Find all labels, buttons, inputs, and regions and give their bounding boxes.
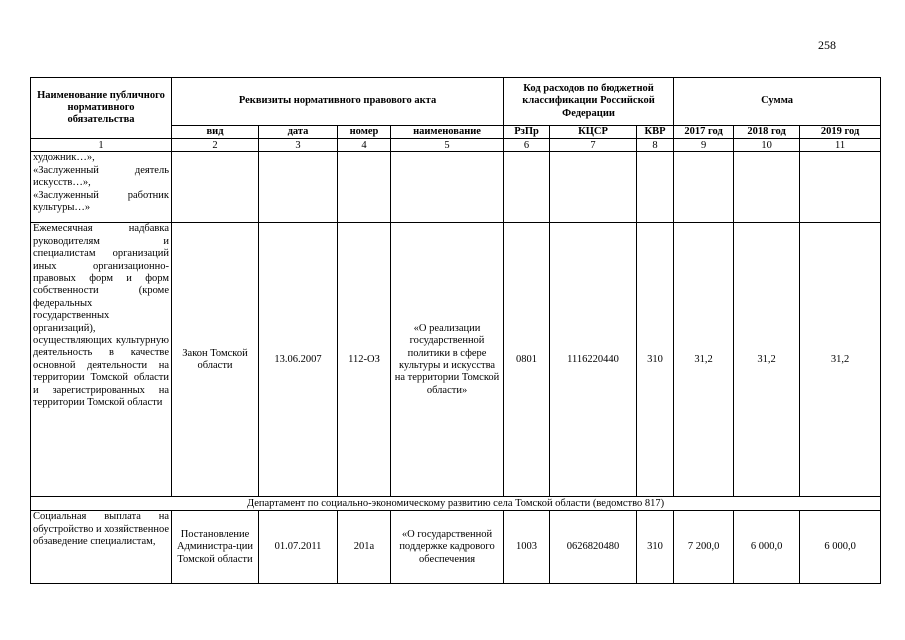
- table-cell: [172, 152, 259, 223]
- subheader-cell: 2018 год: [734, 126, 800, 139]
- code-kvr: 310: [637, 511, 674, 584]
- sum-2017: 7 200,0: [674, 511, 734, 584]
- column-number: 11: [800, 139, 881, 152]
- table-cell: [391, 152, 504, 223]
- table-cell: [800, 152, 881, 223]
- subheader-cell: номер: [338, 126, 391, 139]
- column-number: 7: [550, 139, 637, 152]
- header-sum: Сумма: [674, 78, 881, 126]
- subheader-cell: 2017 год: [674, 126, 734, 139]
- table-cell: [504, 152, 550, 223]
- table-cell: [259, 152, 338, 223]
- table-row: [31, 223, 881, 497]
- column-number: 1: [31, 139, 172, 152]
- column-number-row: [31, 139, 881, 152]
- obligation-name: Социальная выплата на обустройство и хозяйственное обзаведение специалистам,: [31, 511, 172, 584]
- page-number: 258: [818, 38, 836, 52]
- column-number: 8: [637, 139, 674, 152]
- column-number: 3: [259, 139, 338, 152]
- code-kcsr: 0626820480: [550, 511, 637, 584]
- header-code: Код расходов по бюджетной классификации Российской Федерации: [504, 78, 674, 126]
- act-date: 01.07.2011: [259, 511, 338, 584]
- column-number: 4: [338, 139, 391, 152]
- act-type: Закон Томской области: [172, 223, 259, 497]
- table-cell: [637, 152, 674, 223]
- act-title: «О реализации государственной политики в сфере культуры и искусства на территории Томской области»: [391, 223, 504, 497]
- subheader-cell: вид: [172, 126, 259, 139]
- table-row: [31, 152, 881, 223]
- subheader-cell: дата: [259, 126, 338, 139]
- code-rzpr: 0801: [504, 223, 550, 497]
- table-cell: [674, 152, 734, 223]
- act-title: «О государственной поддержке кадрового обеспечения: [391, 511, 504, 584]
- column-number: 6: [504, 139, 550, 152]
- code-kvr: 310: [637, 223, 674, 497]
- act-date: 13.06.2007: [259, 223, 338, 497]
- header-name: Наименование публичного нормативного обязательства: [31, 78, 172, 139]
- table-cell: [338, 152, 391, 223]
- subheader-cell: КВР: [637, 126, 674, 139]
- column-number: 2: [172, 139, 259, 152]
- obligation-name: художник…», «Заслуженный деятель искусств…», «Заслуженный работник культуры…»: [31, 152, 172, 223]
- table-header-row: [31, 78, 881, 126]
- subheader-cell: 2019 год: [800, 126, 881, 139]
- sum-2017: 31,2: [674, 223, 734, 497]
- column-number: 9: [674, 139, 734, 152]
- subheader-cell: РзПр: [504, 126, 550, 139]
- subheader-cell: наименование: [391, 126, 504, 139]
- subheader-cell: КЦСР: [550, 126, 637, 139]
- department-row: [31, 497, 881, 511]
- sum-2018: 6 000,0: [734, 511, 800, 584]
- table-cell: [734, 152, 800, 223]
- sum-2018: 31,2: [734, 223, 800, 497]
- column-number: 5: [391, 139, 504, 152]
- sum-2019: 6 000,0: [800, 511, 881, 584]
- act-number: 201а: [338, 511, 391, 584]
- department-title: Департамент по социально-экономическому развитию села Томской области (ведомство 817): [31, 497, 881, 511]
- budget-table: [30, 77, 881, 584]
- sum-2019: 31,2: [800, 223, 881, 497]
- table-row: [31, 511, 881, 584]
- code-rzpr: 1003: [504, 511, 550, 584]
- act-number: 112-ОЗ: [338, 223, 391, 497]
- header-act: Реквизиты нормативного правового акта: [172, 78, 504, 126]
- act-type: Постановление Администра-ции Томской области: [172, 511, 259, 584]
- obligation-name: Ежемесячная надбавка руководителям и специалистам организаций иных организационно-правовых форм и форм собственности (кроме федеральных государственных организаций), осуществляющих культурную деятельность в качестве основной деятельности на территории Томской области и зарегистрированных на территории Томской области: [31, 223, 172, 497]
- table-cell: [550, 152, 637, 223]
- code-kcsr: 1116220440: [550, 223, 637, 497]
- column-number: 10: [734, 139, 800, 152]
